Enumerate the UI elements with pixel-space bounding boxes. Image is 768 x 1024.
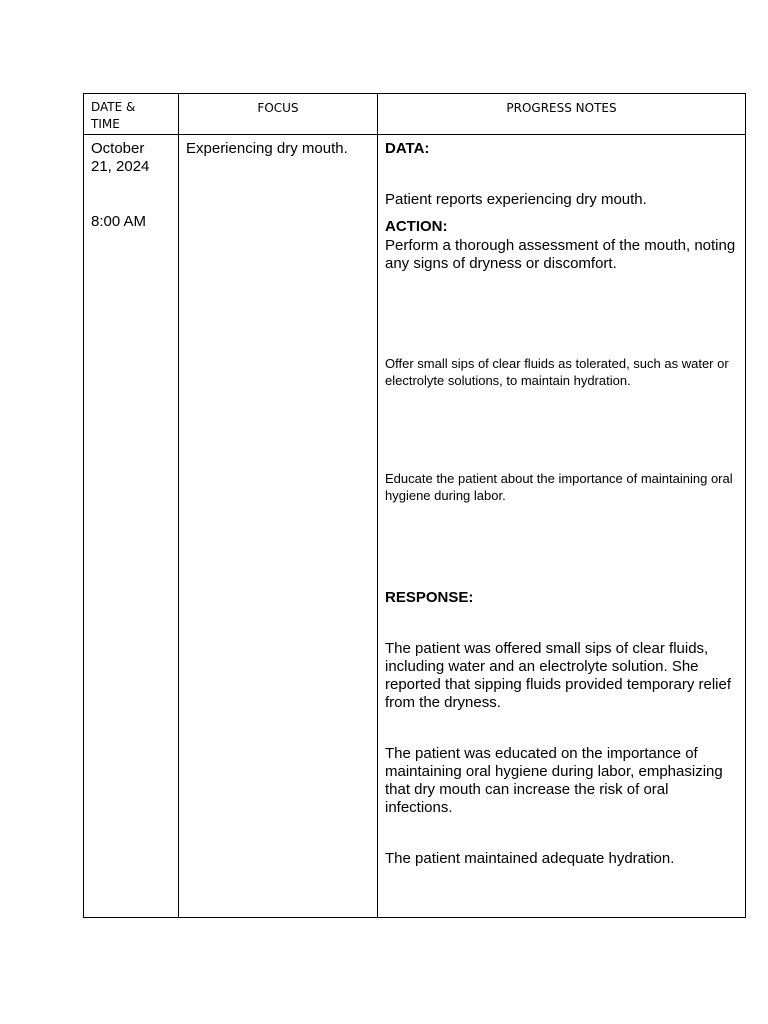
- header-focus: [179, 94, 378, 135]
- date-time-cell: [84, 135, 179, 918]
- action-item-3: Educate the patient about the importance of maintaining oral hygiene during labor.: [385, 471, 733, 503]
- header-focus-label: FOCUS: [257, 101, 299, 115]
- entry-time: 8:00 AM: [91, 213, 147, 230]
- header-date-time-label: DATE & TIME: [91, 100, 136, 131]
- entry-date: October 21, 2024: [91, 140, 150, 175]
- table-header-row: [84, 94, 746, 135]
- action-item-1: Perform a thorough assessment of the mouth, noting any signs of dryness or discomfort.: [385, 237, 736, 272]
- focus-cell: [179, 135, 378, 918]
- response-heading: RESPONSE:: [385, 589, 474, 606]
- data-text: Patient reports experiencing dry mouth.: [385, 191, 647, 208]
- header-progress-notes-label: PROGRESS NOTES: [506, 101, 617, 115]
- action-item-2: Offer small sips of clear fluids as tolerated, such as water or electrolyte solutions, to maintain hydration.: [385, 356, 729, 388]
- header-date-time: [84, 94, 179, 135]
- table-row: [84, 135, 746, 918]
- response-item-2: The patient was educated on the importance of maintaining oral hygiene during labor, emphasizing that dry mouth can increase the risk of oral infections.: [385, 745, 723, 816]
- data-heading: DATA:: [385, 140, 430, 157]
- progress-notes-cell: [378, 135, 746, 918]
- response-item-3: The patient maintained adequate hydration.: [385, 850, 675, 867]
- header-progress-notes: [378, 94, 746, 135]
- response-item-1: The patient was offered small sips of clear fluids, including water and an electrolyte solution. She reported that sipping fluids provided temporary relief from the dryness.: [385, 640, 732, 711]
- action-heading: ACTION:: [385, 218, 448, 235]
- progress-notes-table: [83, 93, 746, 918]
- focus-text: Experiencing dry mouth.: [186, 140, 348, 157]
